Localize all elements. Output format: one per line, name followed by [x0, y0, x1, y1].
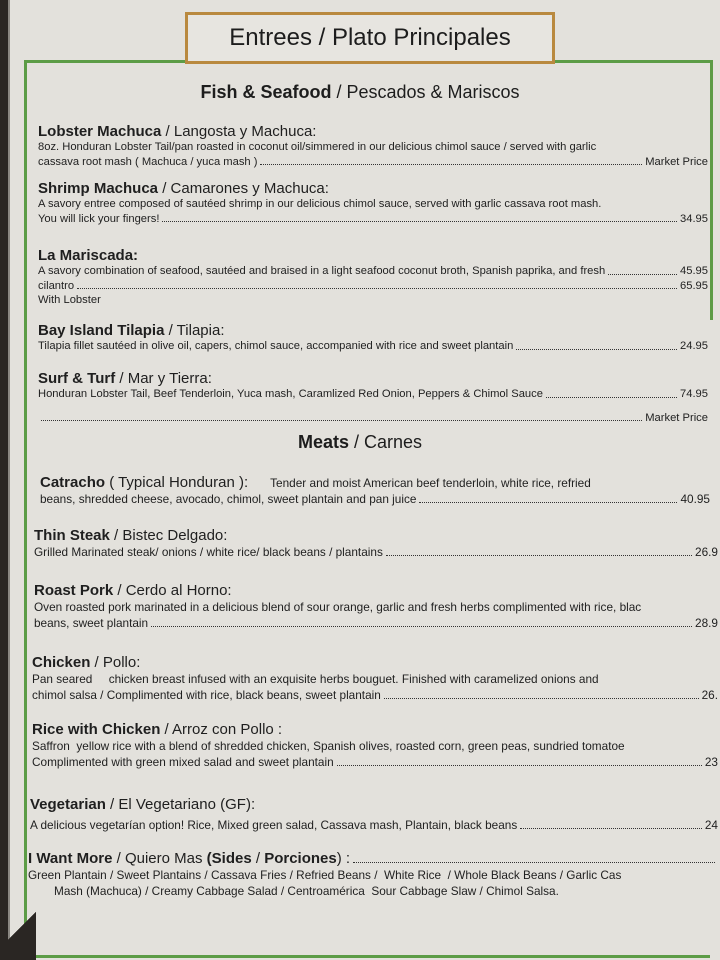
item-name: Shrimp Machuca / Camarones y Machuca:	[38, 180, 329, 197]
menu-item-chicken	[32, 654, 718, 703]
item-price-row: Honduran Lobster Tail, Beef Tenderloin, Yuca mash, Caramlized Red Onion, Peppers & Chimol Sauce 74.95	[38, 388, 708, 400]
item-price: 23	[704, 755, 718, 769]
item-description: Oven roasted pork marinated in a delicious blend of sour orange, garlic and fresh herbs complimented with rice, blac	[34, 600, 642, 614]
item-price: 24	[704, 818, 718, 832]
item-price: 40.95	[680, 492, 710, 506]
item-price-row: beans, shredded cheese, avocado, chimol, sweet plantain and pan juice 40.95	[40, 492, 710, 506]
item-price-row: cassava root mash ( Machuca / yuca mash ) Market Price	[38, 155, 708, 168]
item-name: Bay Island Tilapia / Tilapia:	[38, 322, 225, 339]
menu-item-surf-and-turf	[38, 370, 708, 425]
item-price: 28.9	[695, 616, 718, 630]
section-heading-rest: / Carnes	[349, 432, 423, 452]
item-name: Surf & Turf / Mar y Tierra:	[38, 370, 212, 387]
section-heading-rest: / Pescados & Mariscos	[331, 82, 520, 102]
item-name: Rice with Chicken / Arroz con Pollo :	[32, 721, 283, 738]
menu-item-catracho	[40, 474, 710, 507]
item-price-row: cilantro 65.95	[38, 279, 708, 292]
table-corner	[0, 900, 36, 960]
item-name-row	[28, 850, 718, 867]
item-price: 34.95	[680, 212, 708, 225]
item-price-row	[38, 411, 708, 426]
menu-item-sides	[28, 850, 718, 899]
item-price: Market Price	[645, 155, 708, 168]
item-price: 45.95	[680, 265, 708, 277]
menu-item-lobster-machuca	[38, 123, 708, 169]
item-name: La Mariscada:	[38, 247, 139, 264]
green-border-bottom	[24, 955, 710, 958]
item-price-row: A savory combination of seafood, sautéed and braised in a light seafood coconut broth, Spanish paprika, and fresh 45.95	[38, 265, 708, 277]
menu-item-shrimp-machuca	[38, 180, 708, 226]
item-description: 8oz. Honduran Lobster Tail/pan roasted in coconut oil/simmered in our delicious chimol sauce / served with garlic	[38, 141, 597, 153]
item-price-row: Tilapia fillet sautéed in olive oil, capers, chimol sauce, accompanied with rice and sweet plantain 24.95	[38, 340, 708, 352]
menu-item-vegetarian	[30, 796, 718, 833]
page-title: Entrees / Plato Principales	[229, 24, 511, 51]
item-description: Mash (Machuca) / Creamy Cabbage Salad / Centroamérica Sour Cabbage Slaw / Chimol Salsa.	[54, 884, 559, 898]
item-name: Vegetarian / El Vegetariano (GF):	[30, 796, 256, 813]
item-price-row: You will lick your fingers! 34.95	[38, 212, 708, 225]
menu-item-rice-with-chicken	[32, 721, 718, 770]
title-box	[185, 12, 555, 64]
item-price-row: chimol salsa / Complimented with rice, black beans, sweet plantain 26.	[32, 688, 718, 702]
section-heading-bold: Meats	[297, 432, 349, 452]
menu-item-bay-island-tilapia	[38, 322, 708, 354]
item-name: Lobster Machuca / Langosta y Machuca:	[38, 123, 317, 140]
item-name-row	[40, 474, 710, 491]
item-description: Saffron yellow rice with a blend of shredded chicken, Spanish olives, roasted corn, green peas, sundried tomatoe	[32, 739, 625, 753]
item-description: Green Plantain / Sweet Plantains / Cassava Fries / Refried Beans / White Rice / Whole Black Beans / Garlic Cas	[28, 868, 622, 882]
section-heading-meats	[0, 432, 720, 453]
item-price: 26.9	[695, 545, 718, 559]
item-price: 26.	[701, 688, 718, 702]
item-name: Roast Pork / Cerdo al Horno:	[34, 582, 232, 599]
menu-item-thin-steak	[34, 527, 718, 560]
item-name: Catracho ( Typical Honduran ):	[40, 474, 249, 491]
item-name: I Want More / Quiero Mas (Sides / Porciones) :	[28, 850, 351, 867]
item-name: Thin Steak / Bistec Delgado:	[34, 527, 228, 544]
item-price: 74.95	[680, 388, 708, 400]
section-heading-bold: Fish & Seafood	[200, 82, 332, 102]
item-price-row: beans, sweet plantain 28.9	[34, 616, 718, 630]
item-description: With Lobster	[38, 294, 101, 306]
section-heading-seafood	[0, 82, 720, 103]
item-description: Tender and moist American beef tenderloin, white rice, refried	[270, 476, 591, 490]
menu-item-roast-pork	[34, 582, 718, 631]
item-price-lobster: 65.95	[680, 279, 708, 292]
item-price-row: Grilled Marinated steak/ onions / white rice/ black beans / plantains 26.9	[34, 545, 718, 559]
menu-item-la-mariscada	[38, 247, 708, 308]
item-price: 24.95	[680, 340, 708, 352]
item-price-market: Market Price	[645, 411, 708, 424]
item-price-row: Complimented with green mixed salad and sweet plantain 23	[32, 755, 718, 769]
item-price-row: A delicious vegetarían option! Rice, Mixed green salad, Cassava mash, Plantain, black beans 24	[30, 818, 718, 832]
item-description: Pan seared chicken breast infused with an exquisite herbs bouguet. Finished with caramelized onions and	[32, 672, 599, 686]
item-name: Chicken / Pollo:	[32, 654, 141, 671]
item-description: A savory entree composed of sautéed shrimp in our delicious chimol sauce, served with garlic cassava root mash.	[38, 198, 602, 210]
